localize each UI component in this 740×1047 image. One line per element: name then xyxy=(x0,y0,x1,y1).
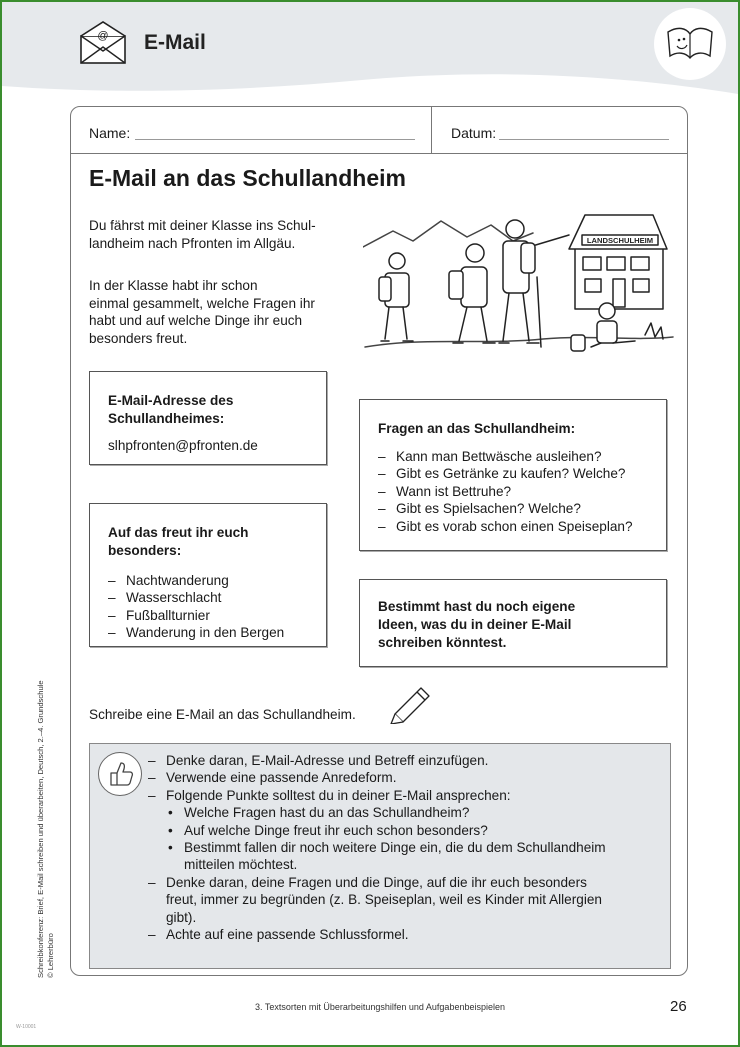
questions-heading: Fragen an das Schullandheim: xyxy=(378,421,576,436)
page-number: 26 xyxy=(670,998,687,1015)
ideas-line: schreiben könntest. xyxy=(378,635,507,650)
joys-box xyxy=(89,503,327,647)
intro-line: landheim nach Pfronten im Allgäu. xyxy=(89,235,296,251)
copyright-line: © Lehrerbüro xyxy=(45,933,55,978)
list-item: – Fußballturnier xyxy=(108,607,284,624)
list-item: – Wann ist Bettruhe? xyxy=(378,483,633,500)
joys-heading: Auf das freut ihr euch xyxy=(108,525,249,540)
email-address-box xyxy=(89,371,327,465)
footer-chapter-text: 3. Textsorten mit Überarbeitungshilfen und Aufgabenbeispielen xyxy=(254,1002,505,1012)
tip-item: – Achte auf eine passende Schlussformel. xyxy=(148,926,658,943)
tip-item-continued: freut, immer zu begründen (z. B. Speiseplan, weil es Kinder mit Allergien xyxy=(166,892,602,908)
address-heading: E-Mail-Adresse des xyxy=(108,393,234,408)
side-credit xyxy=(36,680,55,978)
thumbs-up-icon xyxy=(98,752,142,796)
product-code: W-10001 xyxy=(16,1024,37,1030)
tip-item-continued: gibt). xyxy=(166,909,197,925)
hiking-children-illustration xyxy=(363,207,675,377)
tip-subitem: • Bestimmt fallen dir noch weitere Dinge ein, die du dem Schullandheim xyxy=(148,839,658,856)
worksheet xyxy=(70,106,688,976)
task-instruction: Schreibe eine E-Mail an das Schullandheim. xyxy=(89,707,356,722)
intro-line: besonders freut. xyxy=(89,330,188,346)
tip-item: – Denke daran, deine Fragen und die Dinge, auf die ihr euch besonders xyxy=(148,874,658,891)
intro-paragraph-2 xyxy=(89,277,315,347)
list-item: – Gibt es vorab schon einen Speiseplan? xyxy=(378,518,633,535)
house-sign: LANDSCHULHEIM xyxy=(586,236,654,245)
tip-item: – Denke daran, E-Mail-Adresse und Betreff einzufügen. xyxy=(148,752,658,769)
tip-subitem-continued: mitteilen möchtest. xyxy=(184,857,298,873)
date-label: Datum: xyxy=(451,125,497,141)
tip-item: – Verwende eine passende Anredeform. xyxy=(148,769,658,786)
tip-subitem: • Welche Fragen hast du an das Schullandheim? xyxy=(148,804,658,821)
book-badge xyxy=(654,8,726,80)
list-item: – Kann man Bettwäsche ausleihen? xyxy=(378,448,633,465)
open-book-icon xyxy=(664,22,716,64)
joys-heading: besonders: xyxy=(108,543,182,558)
ideas-line: Ideen, was du in deiner E-Mail xyxy=(378,617,572,632)
credit-line: Schreibkonferenz: Brief, E-Mail schreiben und überarbeiten, Deutsch, 2.–4. Grundschule xyxy=(36,680,45,978)
email-address-text: slhpfronten@pfronten.de xyxy=(108,438,258,453)
tips-list xyxy=(148,752,658,943)
tip-item: – Folgende Punkte solltest du in deiner E-Mail ansprechen: xyxy=(148,787,658,804)
tips-box xyxy=(89,743,671,969)
page-header-title: E-Mail xyxy=(144,31,206,54)
name-date-divider xyxy=(431,107,432,153)
name-field[interactable] xyxy=(135,139,415,140)
ideas-line: Bestimmt hast du noch eigene xyxy=(378,599,576,614)
date-field[interactable] xyxy=(499,139,669,140)
list-item: – Wasserschlacht xyxy=(108,589,284,606)
intro-line: Du fährst mit deiner Klasse ins Schul- xyxy=(89,218,316,233)
intro-line: habt und auf welche Dinge ihr euch xyxy=(89,313,303,328)
joys-list xyxy=(108,572,284,642)
list-item: – Gibt es Getränke zu kaufen? Welche? xyxy=(378,465,633,482)
worksheet-title: E-Mail an das Schullandheim xyxy=(89,165,406,191)
intro-line: einmal gesammelt, welche Fragen ihr xyxy=(89,295,315,311)
intro-line: In der Klasse habt ihr schon xyxy=(89,278,258,293)
list-item: – Nachtwanderung xyxy=(108,572,284,589)
name-date-bar xyxy=(71,107,687,154)
name-label: Name: xyxy=(89,125,131,141)
envelope-icon xyxy=(80,20,126,64)
at-symbol: @ xyxy=(97,30,109,42)
address-heading: Schullandheimes: xyxy=(108,411,225,426)
tip-subitem: • Auf welche Dinge freut ihr euch schon besonders? xyxy=(148,822,658,839)
questions-box xyxy=(359,399,667,551)
pencil-icon xyxy=(387,684,433,724)
intro-paragraph-1 xyxy=(89,217,316,252)
list-item: – Gibt es Spielsachen? Welche? xyxy=(378,500,633,517)
own-ideas-box xyxy=(359,579,667,667)
list-item: – Wanderung in den Bergen xyxy=(108,624,284,641)
questions-list xyxy=(378,448,633,535)
